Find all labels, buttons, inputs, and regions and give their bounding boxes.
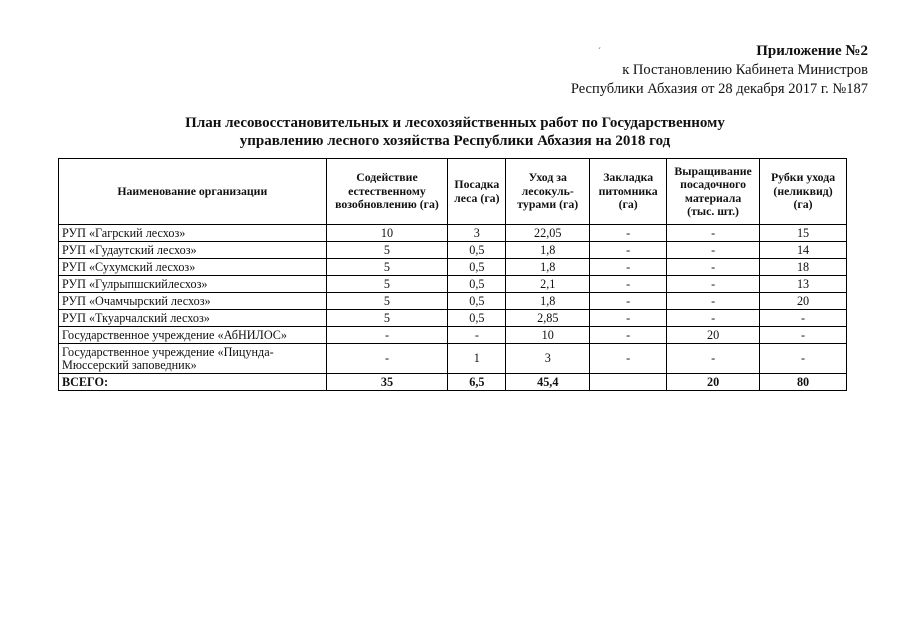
- cell-value: 10: [326, 225, 448, 242]
- cell-total-label: ВСЕГО:: [59, 374, 327, 391]
- cell-value: 1: [448, 344, 506, 374]
- col-header-seedlings: Выращивание посадочного материала (тыс. шт.): [667, 159, 760, 225]
- cell-total: 45,4: [506, 374, 590, 391]
- cell-organization: Государственное учреждение «АбНИЛОС»: [59, 327, 327, 344]
- cell-organization: РУП «Гулрыпшскийлесхоз»: [59, 276, 327, 293]
- cell-value: 5: [326, 293, 448, 310]
- cell-value: -: [760, 344, 847, 374]
- cell-value: 18: [760, 259, 847, 276]
- table-row: [59, 276, 847, 293]
- table-row: [59, 344, 847, 374]
- cell-value: -: [448, 327, 506, 344]
- cell-total: 35: [326, 374, 448, 391]
- document-title: [110, 114, 800, 150]
- cell-total: 80: [760, 374, 847, 391]
- cell-value: 1,8: [506, 242, 590, 259]
- appendix-title: Приложение №2: [756, 43, 868, 59]
- cell-value: 0,5: [448, 276, 506, 293]
- work-plan-table: [58, 158, 847, 391]
- cell-value: -: [667, 310, 760, 327]
- cell-total: 20: [667, 374, 760, 391]
- table-row: [59, 259, 847, 276]
- pen-mark-icon: ˊ: [598, 46, 601, 56]
- cell-value: -: [590, 276, 667, 293]
- table-row: [59, 242, 847, 259]
- cell-value: -: [590, 259, 667, 276]
- cell-value: -: [667, 242, 760, 259]
- cell-value: 0,5: [448, 259, 506, 276]
- col-header-thinning: Рубки ухода (неликвид) (га): [760, 159, 847, 225]
- cell-value: 0,5: [448, 242, 506, 259]
- table-total-row: [59, 374, 847, 391]
- cell-value: 5: [326, 242, 448, 259]
- cell-value: 20: [667, 327, 760, 344]
- cell-organization: РУП «Гудаутский лесхоз»: [59, 242, 327, 259]
- appendix-decree-line: к Постановлению Кабинета Министров: [622, 62, 868, 78]
- cell-value: 3: [448, 225, 506, 242]
- cell-value: -: [667, 225, 760, 242]
- cell-value: -: [590, 293, 667, 310]
- cell-value: -: [590, 242, 667, 259]
- cell-value: -: [667, 344, 760, 374]
- cell-value: 15: [760, 225, 847, 242]
- cell-value: 2,85: [506, 310, 590, 327]
- cell-total: [590, 374, 667, 391]
- appendix-date-line: Республики Абхазия от 28 декабря 2017 г. №187: [570, 81, 868, 97]
- cell-value: 13: [760, 276, 847, 293]
- cell-value: 0,5: [448, 293, 506, 310]
- table-row: [59, 327, 847, 344]
- cell-value: 1,8: [506, 293, 590, 310]
- cell-value: -: [326, 327, 448, 344]
- cell-value: -: [590, 327, 667, 344]
- cell-organization: РУП «Очамчырский лесхоз»: [59, 293, 327, 310]
- cell-value: -: [760, 310, 847, 327]
- cell-value: 3: [506, 344, 590, 374]
- cell-value: 5: [326, 259, 448, 276]
- cell-value: 22,05: [506, 225, 590, 242]
- col-header-plantation-care: Уход за лесокуль-турами (га): [506, 159, 590, 225]
- cell-value: 1,8: [506, 259, 590, 276]
- table-row: [59, 310, 847, 327]
- cell-value: -: [667, 276, 760, 293]
- col-header-nursery: Закладка питомника (га): [590, 159, 667, 225]
- table-row: [59, 225, 847, 242]
- table-row: [59, 293, 847, 310]
- cell-value: -: [667, 259, 760, 276]
- document-title-line2: управлению лесного хозяйства Республики Абхазия на 2018 год: [239, 133, 671, 149]
- cell-value: -: [590, 344, 667, 374]
- cell-value: 14: [760, 242, 847, 259]
- cell-value: 2,1: [506, 276, 590, 293]
- appendix-header: [571, 42, 868, 99]
- cell-value: -: [667, 293, 760, 310]
- cell-value: 5: [326, 310, 448, 327]
- cell-value: -: [590, 225, 667, 242]
- cell-organization: РУП «Ткуарчалский лесхоз»: [59, 310, 327, 327]
- col-header-organization: Наименование организации: [59, 159, 327, 225]
- cell-value: 10: [506, 327, 590, 344]
- cell-value: 5: [326, 276, 448, 293]
- cell-value: -: [760, 327, 847, 344]
- cell-total: 6,5: [448, 374, 506, 391]
- cell-organization: Государственное учреждение «Пицунда-Мюссерский заповедник»: [59, 344, 327, 374]
- cell-value: 20: [760, 293, 847, 310]
- cell-value: -: [326, 344, 448, 374]
- col-header-forest-planting: Посадка леса (га): [448, 159, 506, 225]
- cell-organization: РУП «Сухумский лесхоз»: [59, 259, 327, 276]
- cell-value: -: [590, 310, 667, 327]
- cell-value: 0,5: [448, 310, 506, 327]
- cell-organization: РУП «Гагрский лесхоз»: [59, 225, 327, 242]
- col-header-natural-regeneration: Содействие естественному возобновлению (га): [326, 159, 448, 225]
- table-header-row: [59, 159, 847, 225]
- document-title-line1: План лесовосстановительных и лесохозяйственных работ по Государственному: [185, 115, 725, 131]
